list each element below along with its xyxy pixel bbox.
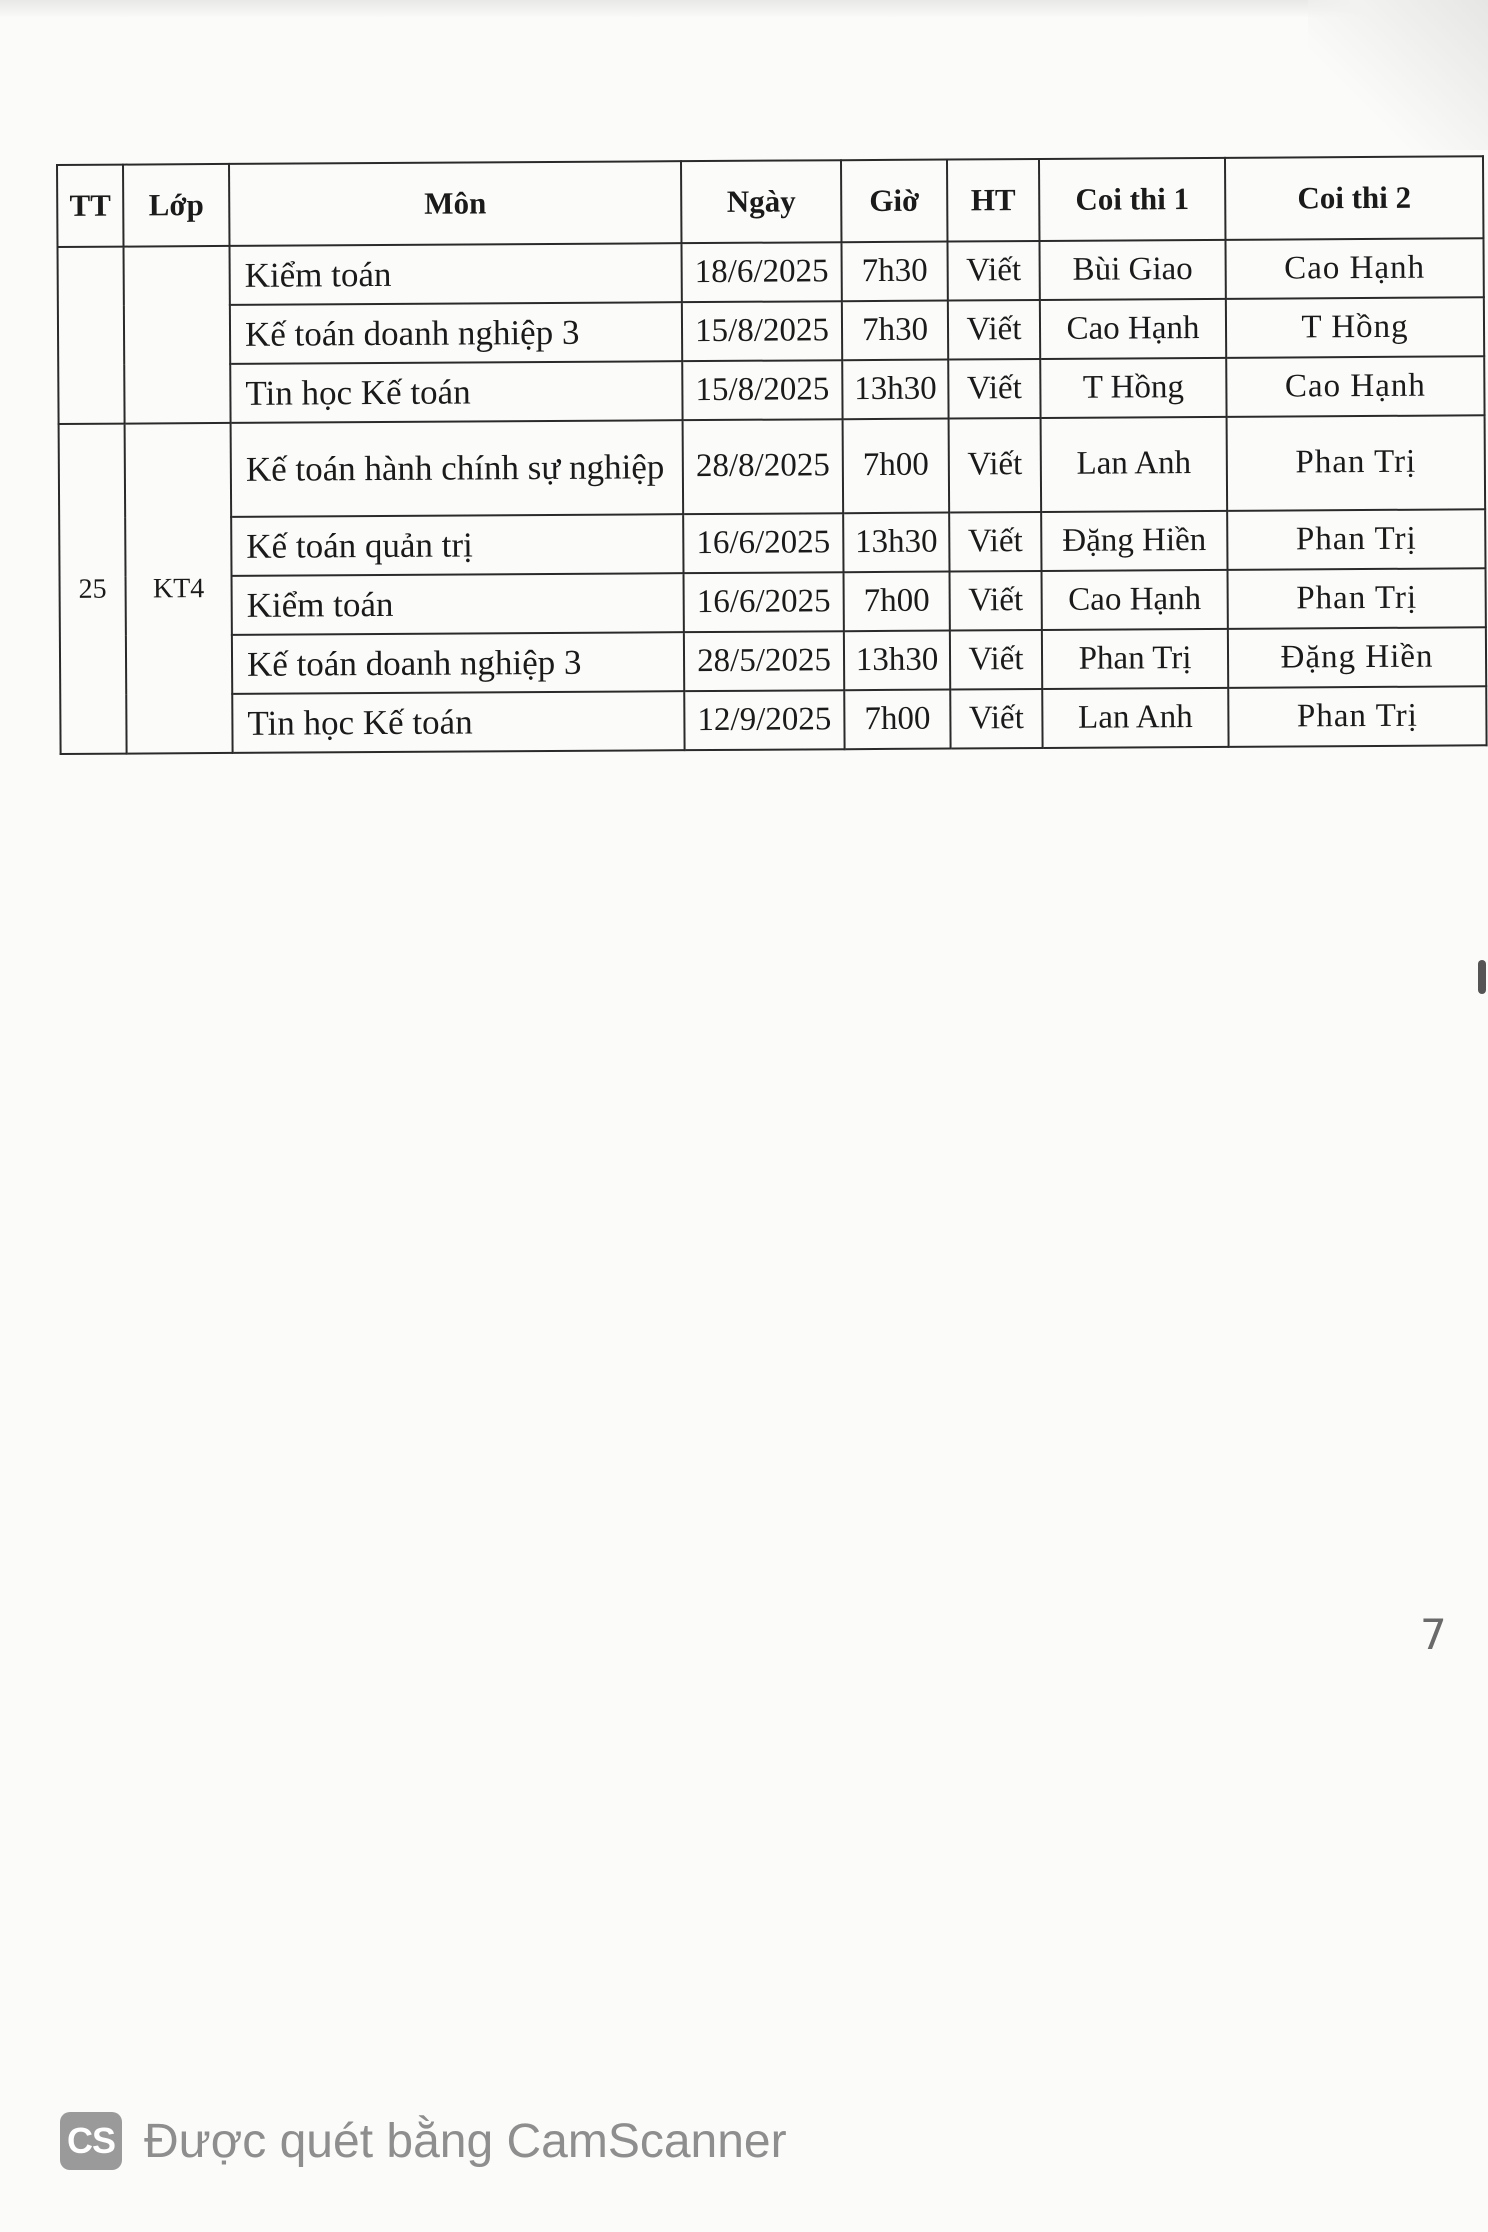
cell-time: 13h30	[844, 631, 950, 691]
cell-format: Viết	[950, 630, 1042, 690]
cell-format: Viết	[949, 418, 1042, 513]
cell-time: 7h00	[844, 690, 950, 750]
header-subject: Môn	[229, 161, 681, 246]
cell-proctor2: T Hồng	[1226, 297, 1484, 358]
cell-date: 16/6/2025	[683, 513, 843, 573]
cell-subject: Tin học Kế toán	[230, 361, 682, 423]
cell-subject: Kế toán doanh nghiệp 3	[230, 302, 682, 364]
exam-schedule-table	[56, 155, 1488, 755]
cell-date: 16/6/2025	[684, 572, 844, 632]
cell-time: 7h30	[842, 301, 948, 361]
page-number: 7	[1420, 1610, 1447, 1659]
header-format: HT	[947, 159, 1039, 242]
camscanner-logo-icon: CS	[60, 2112, 122, 2170]
cell-subject: Kế toán hành chính sự nghiệp	[231, 420, 684, 517]
cell-proctor1: T Hồng	[1040, 358, 1226, 418]
cell-subject: Kiểm toán	[230, 243, 682, 305]
cell-time: 7h30	[841, 242, 947, 302]
cell-subject: Kiểm toán	[232, 573, 684, 635]
cell-time: 13h30	[842, 360, 948, 420]
scan-edge-mark	[1478, 960, 1486, 994]
cell-proctor2: Cao Hạnh	[1226, 356, 1484, 417]
table-row	[58, 297, 1484, 365]
cell-date: 18/6/2025	[681, 242, 841, 302]
table-row	[59, 509, 1485, 577]
header-date: Ngày	[681, 160, 841, 243]
cell-proctor1: Bùi Giao	[1039, 240, 1225, 300]
camscanner-text: Được quét bằng CamScanner	[144, 2114, 787, 2168]
cell-class	[124, 246, 231, 424]
cell-format: Viết	[947, 241, 1039, 301]
cell-proctor2: Đặng Hiền	[1228, 627, 1486, 688]
cell-subject: Kế toán quản trị	[231, 514, 683, 576]
cell-format: Viết	[949, 512, 1041, 572]
cell-proctor1: Phan Trị	[1042, 629, 1228, 689]
header-class: Lớp	[123, 164, 229, 247]
table-row	[60, 568, 1486, 636]
cell-format: Viết	[948, 300, 1040, 360]
cell-class: KT4	[125, 423, 233, 754]
cell-proctor1: Lan Anh	[1042, 688, 1228, 748]
table-row	[60, 686, 1486, 754]
header-tt: TT	[57, 165, 123, 247]
cell-tt: 25	[59, 424, 127, 754]
cell-proctor1: Lan Anh	[1041, 417, 1228, 512]
header-row	[57, 156, 1483, 247]
cell-proctor2: Cao Hạnh	[1225, 238, 1483, 299]
cell-format: Viết	[948, 359, 1040, 419]
header-proctor1: Coi thi 1	[1039, 158, 1225, 241]
cell-time: 13h30	[843, 513, 949, 573]
cell-proctor1: Cao Hạnh	[1040, 299, 1226, 359]
table-row	[59, 415, 1486, 518]
cell-proctor2: Phan Trị	[1228, 568, 1486, 629]
table-row	[58, 356, 1484, 424]
cell-date: 28/8/2025	[683, 419, 844, 514]
cell-format: Viết	[950, 571, 1042, 631]
cell-proctor2: Phan Trị	[1228, 686, 1486, 747]
cell-date: 28/5/2025	[684, 631, 844, 691]
cell-tt	[58, 247, 125, 424]
cell-subject: Tin học Kế toán	[232, 691, 684, 753]
cell-date: 15/8/2025	[682, 301, 842, 361]
cell-time: 7h00	[843, 419, 950, 514]
cell-time: 7h00	[844, 572, 950, 632]
header-proctor2: Coi thi 2	[1225, 156, 1483, 240]
header-time: Giờ	[841, 160, 947, 243]
page-top-shadow	[0, 0, 1488, 18]
table-row	[60, 627, 1486, 695]
cell-subject: Kế toán doanh nghiệp 3	[232, 632, 684, 694]
exam-schedule-table-wrapper	[56, 155, 1486, 755]
cell-proctor2: Phan Trị	[1227, 509, 1485, 570]
cell-proctor1: Đặng Hiền	[1041, 511, 1227, 571]
table-row	[58, 238, 1484, 306]
cell-format: Viết	[950, 689, 1042, 749]
cell-date: 15/8/2025	[682, 360, 842, 420]
camscanner-watermark	[60, 2112, 787, 2170]
cell-date: 12/9/2025	[684, 690, 844, 750]
cell-proctor2: Phan Trị	[1227, 415, 1486, 511]
cell-proctor1: Cao Hạnh	[1042, 570, 1228, 630]
page-corner-fold	[1308, 0, 1488, 150]
